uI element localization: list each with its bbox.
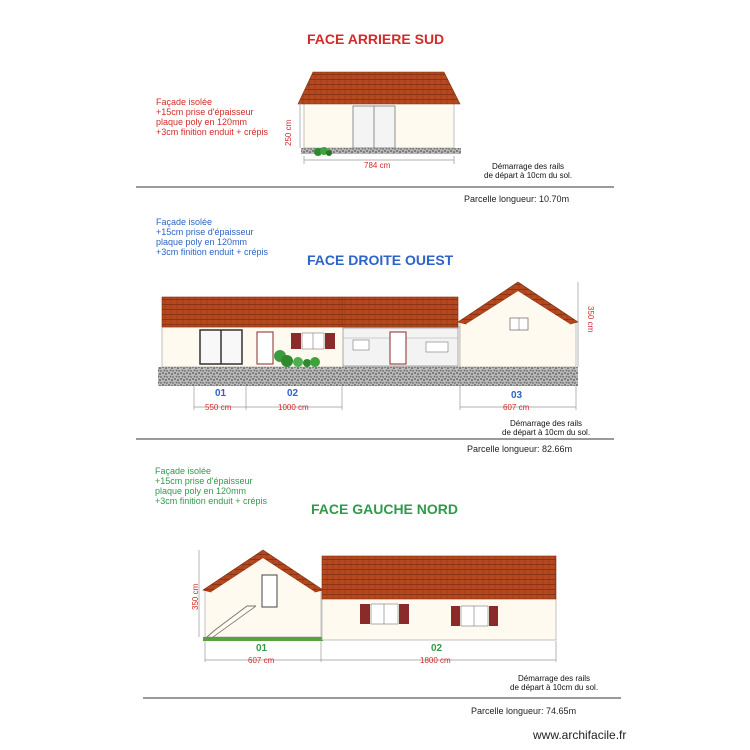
width-label-nord-01: 607 cm (248, 656, 275, 665)
part-label-ouest-03: 03 (511, 390, 523, 401)
part-label-nord-01: 01 (256, 643, 268, 654)
width-label-sud: 784 cm (364, 161, 391, 170)
width-label-ouest-02: 1000 cm (278, 403, 309, 412)
rails-note-ouest: Démarrage des rails de départ à 10cm du sol. (502, 419, 591, 437)
divider-line-nord (143, 697, 621, 699)
rails-note-sud: Démarrage des rails de départ à 10cm du sol. (484, 162, 573, 180)
section-title-sud: FACE ARRIERE SUD (307, 31, 445, 47)
width-label-nord-02: 1800 cm (420, 656, 451, 665)
rails-note-nord: Démarrage des rails de départ à 10cm du sol. (510, 674, 599, 692)
parcel-length-nord: Parcelle longueur: 74.65m (471, 706, 577, 716)
house-nord (203, 550, 556, 641)
house-sud (298, 72, 461, 156)
house-ouest (158, 282, 578, 386)
section-title-ouest: FACE DROITE OUEST (307, 252, 454, 268)
width-label-ouest-03: 607 cm (503, 403, 530, 412)
divider-line-sud (136, 186, 614, 188)
part-label-ouest-02: 02 (287, 388, 299, 399)
watermark: www.archifacile.fr (533, 728, 627, 742)
insulation-note-ouest: Façade isolée +15cm prise d'épaisseur plaque poly en 120mm +3cm finition enduit + crépis (156, 217, 269, 257)
parcel-length-sud: Parcelle longueur: 10.70m (464, 194, 570, 204)
parcel-length-ouest: Parcelle longueur: 82.66m (467, 444, 573, 454)
section-title-nord: FACE GAUCHE NORD (311, 501, 459, 517)
part-label-nord-02: 02 (431, 643, 443, 654)
part-label-ouest-01: 01 (215, 388, 227, 399)
width-label-ouest-01: 550 cm (205, 403, 232, 412)
insulation-note-sud: Façade isolée +15cm prise d'épaisseur plaque poly en 120mm +3cm finition enduit + crépis (156, 97, 269, 137)
insulation-note-nord: Façade isolée +15cm prise d'épaisseur plaque poly en 120mm +3cm finition enduit + crépis (155, 466, 268, 506)
height-label-ouest: 350 cm (586, 306, 595, 333)
height-label-nord: 350 cm (191, 583, 200, 610)
divider-line-ouest (136, 438, 614, 440)
height-label-sud: 250 cm (284, 119, 293, 146)
